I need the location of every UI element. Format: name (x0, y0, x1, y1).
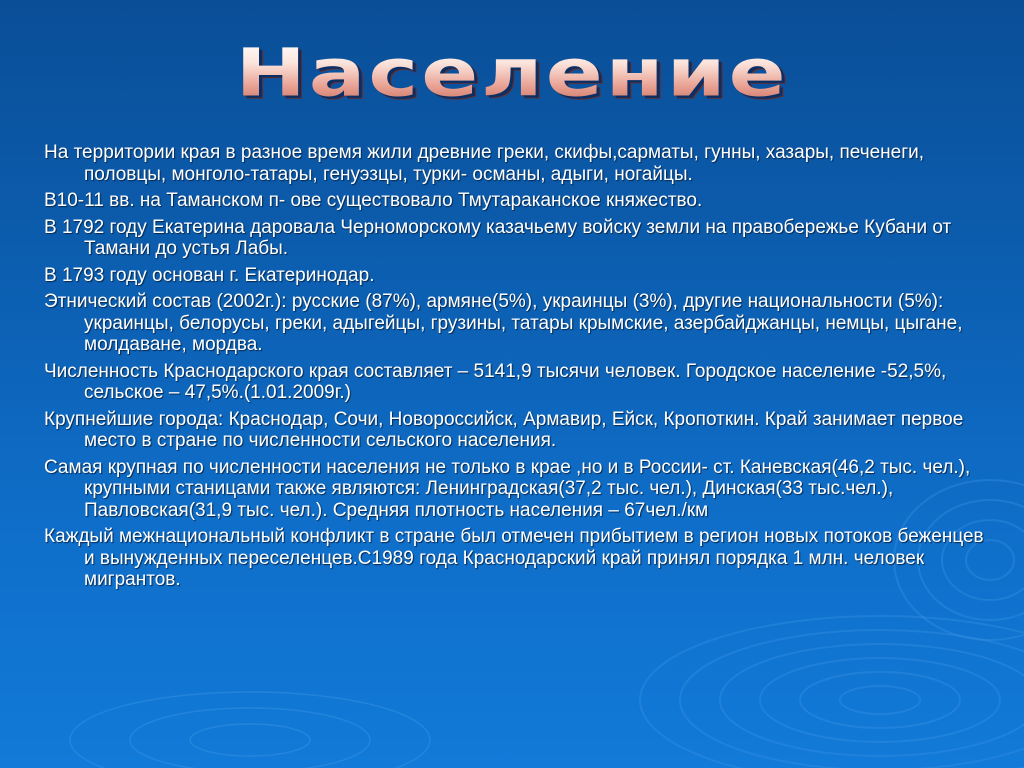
paragraph-1793: В 1793 году основан г. Екатеринодар. (44, 264, 375, 286)
paragraph-population-count: Численность Краснодарского края составляет – 5141,9 тысячи человек. Городское население -52,5%, сельское – 47,5%.(1.01.2009г.) (44, 360, 947, 403)
paragraph-1792: В 1792 году Екатерина даровала Черноморскому казачьему войску земли на правобережье Кубани от Тамани до устья Лабы. (44, 216, 952, 259)
paragraph-largest-stanitsas: Самая крупная по численности населения не только в крае ,но и в России- ст. Каневская(46,2 тыс. чел.), крупными станицами также являются: Ленинградская(37,2 тыс. чел.), Динская(33 тыс.чел.), Павловская(31,9 тыс. чел.). Средняя плотность населения – 67чел./км (44, 456, 971, 521)
slide-body (44, 142, 984, 596)
paragraph-migrants: Каждый межнациональный конфликт в стране был отмечен прибытием в регион новых потоков беженцев и вынужденных переселенцев.С1989 года Краснодарский край принял порядка 1 млн. человек мигрантов. (44, 526, 984, 590)
paragraph-ethnic-composition: Этнический состав (2002г.): русские (87%), армяне(5%), украинцы (3%), другие национальности (5%): украинцы, белорусы, греки, адыгейцы, грузины, татары крымские, азербайджанцы, немцы, цыгане, молдаване, мордва. (44, 291, 963, 355)
paragraph-tmutarakan: В10-11 вв. на Таманском п- ове существовало Тмутараканское княжество. (44, 190, 703, 211)
paragraph-ancient-peoples: На территории края в разное время жили древние греки, скифы,сарматы, гунны, хазары, печенеги, половцы, монголо-татары, генуэзцы, турки- османы, адыги, ногайцы. (44, 142, 925, 185)
slide-title: Население (0, 40, 1024, 106)
paragraph-largest-cities: Крупнейшие города: Краснодар, Сочи, Новороссийск, Армавир, Ейск, Кропоткин. Край занимает первое место в стране по численности сельского населения. (44, 408, 964, 451)
